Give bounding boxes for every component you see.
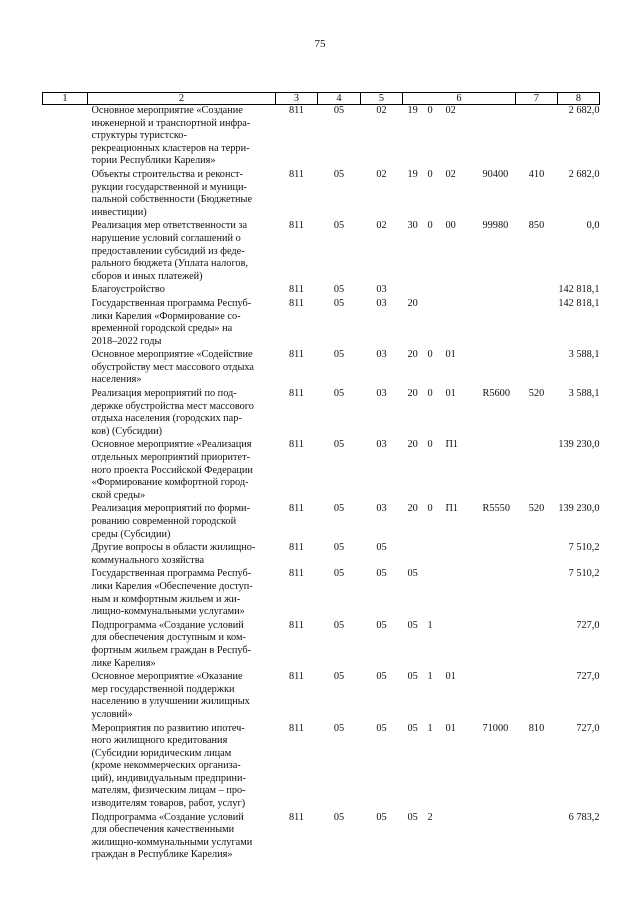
cell-target-article — [403, 568, 516, 619]
column-header: 8 — [558, 93, 600, 105]
item-name — [88, 105, 276, 169]
cell-col1 — [43, 105, 88, 169]
column-header: 1 — [43, 93, 88, 105]
cell-subsection-code: 02 — [376, 168, 387, 180]
program-code: 19 — [407, 168, 418, 180]
measure-code: П1 — [445, 439, 459, 451]
cell-section-code: 05 — [333, 105, 345, 116]
item-name-text: Реализация мер ответственности за нарушение условий соглашений о предоставлении субсидий из феде- рального бюджета (Уплата налогов, сборов и иных платежей) — [91, 220, 249, 282]
cell-expense-type — [516, 439, 558, 503]
cell-amount: 727,0 — [576, 722, 600, 734]
cell-target-article — [403, 284, 516, 298]
column-header: 3 — [276, 93, 318, 105]
measure-code: 02 — [445, 168, 456, 180]
item-name-text: Благоустройство — [91, 284, 165, 296]
cell-target-article — [403, 620, 516, 671]
cell-target-article — [403, 671, 516, 722]
table-row — [43, 439, 600, 503]
cell-target-article — [403, 298, 516, 349]
cell-expense-type: 850 — [528, 220, 545, 232]
cell-target-article — [403, 812, 516, 863]
cell-subsection-code: 02 — [376, 220, 387, 232]
cell-section-code: 05 — [333, 349, 345, 361]
cell-ministry-code: 811 — [288, 503, 305, 515]
item-name-text: Реализация мероприятий по форми- рованию современной городской среды (Субсидии) — [91, 503, 250, 540]
cell-subsection-code: 03 — [376, 439, 387, 451]
subprogram-code: 0 — [427, 503, 433, 515]
program-code: 05 — [407, 811, 418, 823]
table-row — [43, 298, 600, 349]
cell-amount: 7 510,2 — [568, 568, 600, 580]
cell-target-article — [403, 723, 516, 812]
cell-amount: 142 818,1 — [558, 297, 600, 309]
cell-col1 — [43, 812, 88, 863]
column-header: 2 — [88, 93, 276, 105]
item-name — [88, 284, 276, 298]
program-code: 05 — [407, 671, 418, 683]
subprogram-code: 1 — [427, 619, 433, 631]
cell-section-code: 05 — [333, 220, 345, 232]
cell-amount: 139 230,0 — [558, 439, 600, 451]
cell-ministry-code: 811 — [288, 542, 305, 554]
item-name-text: Подпрограмма «Создание условий для обеспечения качественными жилищно-коммунальными услугами граждан в Республике Карелия» — [91, 811, 253, 861]
measure-code: 01 — [445, 349, 456, 361]
cell-target-article — [403, 388, 516, 439]
item-name-text: Основное мероприятие «Оказание мер государственной поддержки населению в улучшении жилищных условий» — [91, 671, 250, 720]
cell-section-code: 05 — [333, 388, 345, 400]
cell-amount: 727,0 — [576, 619, 600, 631]
measure-code: 00 — [445, 220, 456, 232]
cell-amount: 6 783,2 — [568, 811, 600, 823]
cell-col1 — [43, 503, 88, 542]
program-code: 19 — [407, 105, 418, 116]
table-row — [43, 568, 600, 619]
cell-expense-type — [516, 542, 558, 568]
direction-code: 99980 — [482, 220, 509, 232]
program-code: 20 — [407, 388, 418, 400]
subprogram-code: 0 — [427, 220, 433, 232]
cell-target-article — [403, 220, 516, 284]
cell-amount: 142 818,1 — [558, 284, 600, 296]
cell-expense-type — [516, 620, 558, 671]
program-code: 20 — [407, 349, 418, 361]
cell-col1 — [43, 723, 88, 812]
table-row — [43, 220, 600, 284]
cell-amount: 3 588,1 — [568, 388, 600, 400]
cell-expense-type: 520 — [528, 503, 545, 515]
item-name — [88, 439, 276, 503]
item-name-text: Государственная программа Респуб- лики Карелия «Формирование со- временной городской среды» на 2018–2022 годы — [91, 297, 252, 347]
table-row — [43, 284, 600, 298]
cell-col1 — [43, 671, 88, 722]
cell-subsection-code: 05 — [376, 619, 387, 631]
cell-ministry-code: 811 — [288, 811, 305, 823]
table-row — [43, 723, 600, 812]
direction-code: R5550 — [482, 503, 510, 515]
item-name-text: Основное мероприятие «Содействие обустройству мест массового отдыха населения» — [91, 349, 254, 386]
cell-ministry-code: 811 — [288, 619, 305, 631]
item-name-text: Мероприятия по развитию ипотеч- ного жилищного кредитования (Субсидии юридическим лицам (кроме некоммерческих организа- ций), индивидуальным предприни- мателям, физическим лицам – про- изводителям товаров, работ, услуг) — [91, 722, 246, 810]
item-name — [88, 349, 276, 388]
cell-ministry-code: 811 — [288, 297, 305, 309]
program-code: 20 — [407, 503, 418, 515]
cell-section-code: 05 — [333, 284, 345, 296]
cell-target-article — [403, 503, 516, 542]
cell-expense-type: 520 — [528, 388, 545, 400]
measure-code: 02 — [445, 105, 456, 116]
cell-target-article — [403, 169, 516, 220]
cell-section-code: 05 — [333, 568, 345, 580]
cell-subsection-code: 03 — [376, 297, 387, 309]
cell-amount: 727,0 — [576, 671, 600, 683]
cell-col1 — [43, 620, 88, 671]
item-name — [88, 169, 276, 220]
item-name-text: Основное мероприятие «Реализация отдельных мероприятий приоритет- ного проекта Российской Федерации «Формирование комфортной город- ской среды» — [91, 439, 253, 501]
direction-code: R5600 — [482, 388, 510, 400]
cell-ministry-code: 811 — [288, 439, 305, 451]
cell-ministry-code: 811 — [288, 105, 305, 116]
program-code: 20 — [407, 439, 418, 451]
cell-section-code: 05 — [333, 619, 345, 631]
subprogram-code: 0 — [427, 439, 433, 451]
column-header: 6 — [403, 93, 516, 105]
item-name — [88, 568, 276, 619]
cell-amount: 3 588,1 — [568, 349, 600, 361]
table-row — [43, 388, 600, 439]
item-name-text: Другие вопросы в области жилищно- коммунального хозяйства — [91, 542, 256, 566]
subprogram-code: 1 — [427, 671, 433, 683]
measure-code: 01 — [445, 722, 456, 734]
item-name-text: Основное мероприятие «Создание инженерной и транспортной инфра- структуры туристско- рекреационных кластеров на терри- тории Республики Карелия» — [91, 105, 251, 167]
program-code: 20 — [407, 297, 418, 309]
column-header: 4 — [318, 93, 361, 105]
cell-col1 — [43, 284, 88, 298]
cell-expense-type — [516, 284, 558, 298]
direction-code: 71000 — [482, 722, 509, 734]
cell-ministry-code: 811 — [288, 220, 305, 232]
program-code: 05 — [407, 619, 418, 631]
cell-section-code: 05 — [333, 722, 345, 734]
cell-col1 — [43, 439, 88, 503]
column-header: 7 — [516, 93, 558, 105]
cell-col1 — [43, 169, 88, 220]
item-name — [88, 298, 276, 349]
cell-amount: 139 230,0 — [558, 503, 600, 515]
item-name — [88, 542, 276, 568]
cell-amount: 0,0 — [586, 220, 600, 232]
cell-section-code: 05 — [333, 811, 345, 823]
measure-code: П1 — [445, 503, 459, 515]
item-name — [88, 503, 276, 542]
subprogram-code: 0 — [427, 349, 433, 361]
cell-col1 — [43, 349, 88, 388]
cell-ministry-code: 811 — [288, 722, 305, 734]
cell-ministry-code: 811 — [288, 388, 305, 400]
direction-code: 90400 — [482, 168, 509, 180]
cell-subsection-code: 03 — [376, 503, 387, 515]
program-code: 30 — [407, 220, 418, 232]
item-name — [88, 812, 276, 863]
item-name — [88, 671, 276, 722]
table-row — [43, 349, 600, 388]
subprogram-code: 0 — [427, 105, 433, 116]
cell-amount: 2 682,0 — [568, 168, 600, 180]
cell-col1 — [43, 568, 88, 619]
page-number: 75 — [314, 38, 326, 50]
cell-section-code: 05 — [333, 168, 345, 180]
table-row — [43, 105, 600, 169]
cell-ministry-code: 811 — [288, 568, 305, 580]
header-row — [43, 93, 600, 105]
item-name-text: Объекты строительства и реконст- рукции государственной и муници- пальной собственности (Бюджетные инвестиции) — [91, 168, 253, 218]
item-name — [88, 723, 276, 812]
subprogram-code: 2 — [427, 811, 433, 823]
cell-subsection-code: 05 — [376, 568, 387, 580]
table-row — [43, 620, 600, 671]
cell-expense-type — [516, 812, 558, 863]
table-row — [43, 542, 600, 568]
item-name-text: Реализация мероприятий по под- держке обустройства мест массового отдыха населения (городских пар- ков) (Субсидии) — [91, 388, 254, 437]
column-header: 5 — [361, 93, 403, 105]
cell-subsection-code: 05 — [376, 671, 387, 683]
measure-code: 01 — [445, 671, 456, 683]
subprogram-code: 0 — [427, 388, 433, 400]
program-code: 05 — [407, 722, 418, 734]
cell-ministry-code: 811 — [288, 284, 305, 296]
table-row — [43, 503, 600, 542]
cell-amount: 7 510,2 — [568, 542, 600, 554]
cell-expense-type — [516, 349, 558, 388]
cell-expense-type: 410 — [528, 168, 545, 180]
item-name — [88, 620, 276, 671]
item-name — [88, 388, 276, 439]
cell-subsection-code: 03 — [376, 388, 387, 400]
cell-ministry-code: 811 — [288, 349, 305, 361]
cell-section-code: 05 — [333, 671, 345, 683]
cell-subsection-code: 03 — [376, 349, 387, 361]
program-code: 05 — [407, 568, 418, 580]
cell-section-code: 05 — [333, 503, 345, 515]
table-row — [43, 812, 600, 863]
table-row — [43, 169, 600, 220]
cell-target-article — [403, 439, 516, 503]
cell-amount: 2 682,0 — [568, 105, 600, 116]
cell-subsection-code: 02 — [376, 105, 387, 116]
cell-col1 — [43, 542, 88, 568]
cell-expense-type — [516, 298, 558, 349]
cell-expense-type — [516, 671, 558, 722]
cell-section-code: 05 — [333, 542, 345, 554]
table-row — [43, 671, 600, 722]
item-name-text: Подпрограмма «Создание условий для обеспечения доступным и ком- фортным жильем граждан в Респуб- лике Карелия» — [91, 619, 252, 669]
measure-code: 01 — [445, 388, 456, 400]
cell-col1 — [43, 298, 88, 349]
cell-ministry-code: 811 — [288, 671, 305, 683]
cell-target-article — [403, 542, 516, 568]
item-name — [88, 220, 276, 284]
cell-target-article — [403, 349, 516, 388]
cell-expense-type: 810 — [528, 722, 545, 734]
cell-subsection-code: 05 — [376, 722, 387, 734]
cell-expense-type — [516, 105, 558, 169]
subprogram-code: 1 — [427, 722, 433, 734]
cell-subsection-code: 03 — [376, 284, 387, 296]
cell-ministry-code: 811 — [288, 168, 305, 180]
cell-col1 — [43, 220, 88, 284]
subprogram-code: 0 — [427, 168, 433, 180]
cell-section-code: 05 — [333, 439, 345, 451]
cell-subsection-code: 05 — [376, 542, 387, 554]
cell-expense-type — [516, 568, 558, 619]
cell-section-code: 05 — [333, 297, 345, 309]
item-name-text: Государственная программа Респуб- лики Карелия «Обеспечение доступ- ным и комфортным жильем и жи- лищно-коммунальными услугами» — [91, 568, 253, 618]
cell-subsection-code: 05 — [376, 811, 387, 823]
cell-target-article — [403, 105, 516, 169]
budget-table — [42, 92, 600, 863]
cell-col1 — [43, 388, 88, 439]
